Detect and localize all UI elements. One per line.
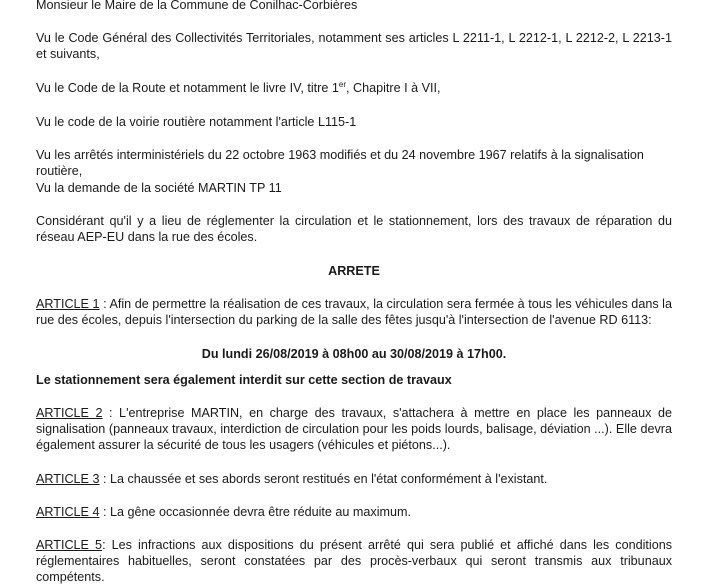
vu-arretes-paragraph: Vu les arrêtés interministériels du 22 octobre 1963 modifiés et du 24 novembre 1967 relatifs à la signalisation routière, <box>36 148 644 178</box>
article-2-paragraph <box>36 405 672 453</box>
article-3-text: : La chaussée et ses abords seront restitués en l'état conformément à l'existant. <box>99 472 548 486</box>
vu-code-route-paragraph <box>36 80 672 96</box>
article-1-text: : Afin de permettre la réalisation de ces travaux, la circulation sera fermée à tous les véhicules dans la rue des écoles, depuis l'intersection du parking de la salle des fêtes jusqu'à l'intersection de l'avenue RD 6113: <box>36 297 672 327</box>
vu-code-route-text-a: Vu le Code de la Route et notamment le livre IV, titre 1 <box>36 81 339 95</box>
article-4-label: ARTICLE 4 <box>36 505 100 519</box>
article-1-label: ARTICLE 1 <box>36 297 100 311</box>
article-2-text: : L'entreprise MARTIN, en charge des travaux, s'attachera à mettre en place les panneaux de signalisation (panneaux travaux, interdiction de circulation pour les poids lourds, balisage, déviation ...). Elle devra également assurer la sécurité de tous les usagers (véhicules et piétons...). <box>36 406 672 452</box>
arrete-heading: ARRETE <box>328 264 380 278</box>
article-1-paragraph <box>36 296 672 328</box>
vu-code-route-text-b: , Chapitre I à VII, <box>346 81 441 95</box>
considerant-paragraph: Considérant qu'il y a lieu de réglementer la circulation et le stationnement, lors des travaux de réparation du réseau AEP-EU dans la rue des écoles. <box>36 214 672 244</box>
article-5-label: ARTICLE 5 <box>36 538 103 552</box>
vu-demande-paragraph: Vu la demande de la société MARTIN TP 11 <box>36 181 282 195</box>
article-4-paragraph <box>36 504 672 520</box>
parking-ban-line: Le stationnement sera également interdit sur cette section de travaux <box>36 373 452 387</box>
article-4-text: : La gêne occasionnée devra être réduite au maximum. <box>99 505 411 519</box>
article-5-text: : Les infractions aux dispositions du présent arrêté qui sera publié et affiché dans les conditions réglementaires habituelles, seront constatées par des procès-verbaux qui seront transmis aux tribunaux compétents. <box>36 538 673 584</box>
work-period-line: Du lundi 26/08/2019 à 08h00 au 30/08/2019 à 17h00. <box>201 347 507 361</box>
superscript-er: er <box>338 79 347 89</box>
intro-line: Monsieur le Maire de la Commune de Conilhac-Corbières <box>36 0 358 12</box>
article-3-paragraph <box>36 471 672 487</box>
article-2-label: ARTICLE 2 <box>36 406 103 420</box>
article-3-label: ARTICLE 3 <box>36 472 100 486</box>
vu-voirie-paragraph: Vu le code de la voirie routière notamment l'article L115-1 <box>36 115 357 129</box>
article-5-paragraph <box>36 537 672 585</box>
vu-cgct-paragraph: Vu le Code Général des Collectivités Territoriales, notamment ses articles L 2211-1, L 2212-1, L 2212-2, L 2213-1 et suivants, <box>36 31 672 61</box>
